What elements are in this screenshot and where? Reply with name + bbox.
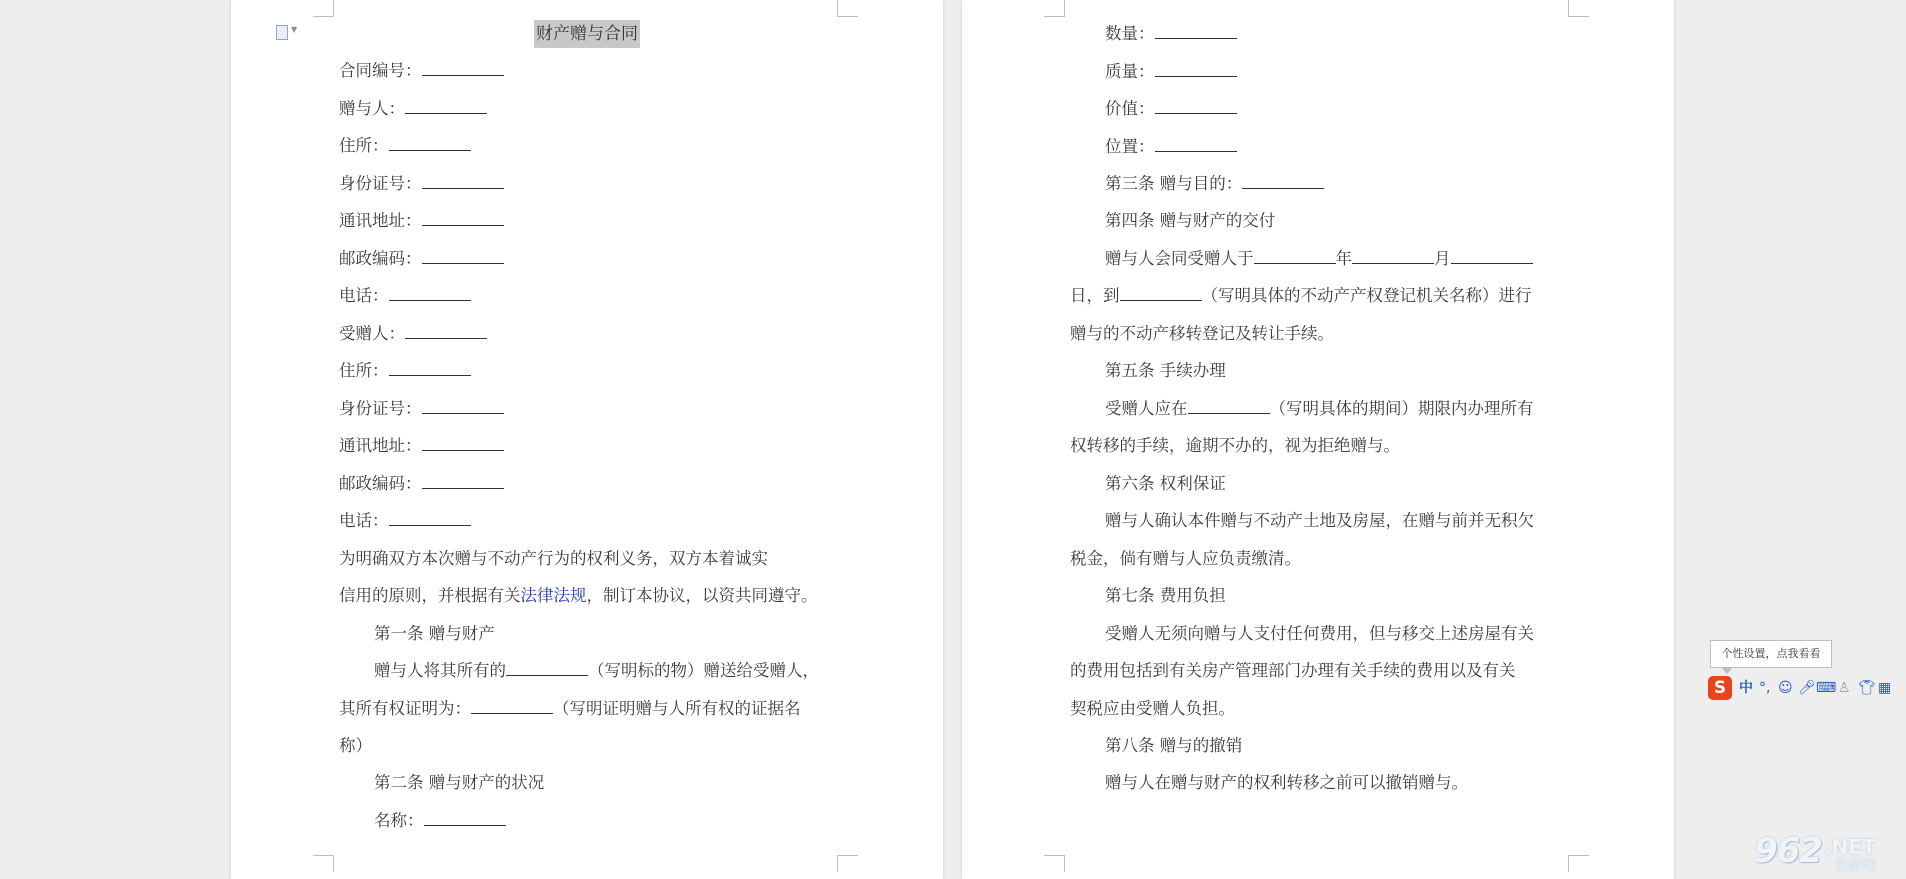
blank-field[interactable] bbox=[1242, 174, 1324, 189]
blank-field[interactable] bbox=[1155, 24, 1237, 39]
blank-field[interactable] bbox=[1155, 99, 1237, 114]
ime-mode-toggle[interactable]: 中 bbox=[1739, 680, 1753, 696]
field-line[interactable]: 名称： bbox=[374, 810, 506, 832]
blank-field[interactable] bbox=[1254, 249, 1336, 264]
blank-field[interactable] bbox=[405, 324, 487, 339]
article-text[interactable]: 赠与人在赠与财产的权利转移之前可以撤销赠与。 bbox=[1105, 773, 1468, 792]
field-label: 受赠人： bbox=[339, 323, 405, 343]
article-text[interactable]: 赠与的不动产移转登记及转让手续。 bbox=[1070, 324, 1334, 343]
blank-field[interactable] bbox=[422, 211, 504, 226]
field-label: 身份证号： bbox=[339, 398, 422, 418]
blank-field[interactable] bbox=[422, 474, 504, 489]
crop-mark bbox=[1568, 855, 1589, 872]
blank-field[interactable] bbox=[422, 174, 504, 189]
article-text[interactable]: 的费用包括到有关房产管理部门办理有关手续的费用以及有关 bbox=[1070, 661, 1516, 680]
field-line[interactable] bbox=[339, 135, 471, 157]
sogou-logo-icon[interactable]: S bbox=[1708, 676, 1732, 700]
field-line[interactable] bbox=[339, 398, 504, 420]
crop-mark bbox=[1044, 855, 1065, 872]
field-line[interactable] bbox=[339, 510, 471, 532]
preamble-line[interactable]: 为明确双方本次赠与不动产行为的权利义务，双方本着诚实 bbox=[339, 549, 768, 568]
blank-field[interactable] bbox=[1155, 137, 1237, 152]
blank-field[interactable] bbox=[471, 699, 553, 714]
user-icon[interactable]: ♙ bbox=[1838, 680, 1851, 696]
blank-field[interactable] bbox=[506, 661, 588, 676]
ime-tooltip: 个性设置，点我看看 bbox=[1710, 640, 1832, 668]
field-label: 价值： bbox=[1105, 99, 1155, 118]
field-line[interactable] bbox=[339, 210, 504, 232]
keyboard-icon[interactable]: ⌨ bbox=[1816, 680, 1837, 696]
blank-field[interactable] bbox=[422, 61, 504, 76]
article-heading[interactable]: 第四条 赠与财产的交付 bbox=[1105, 211, 1276, 230]
ime-punctuation-toggle[interactable]: °, bbox=[1759, 680, 1771, 696]
crop-mark bbox=[837, 855, 858, 872]
crop-mark bbox=[313, 0, 334, 17]
crop-mark bbox=[837, 0, 858, 17]
field-line[interactable] bbox=[1105, 136, 1237, 158]
crop-mark bbox=[313, 855, 334, 872]
preamble-line[interactable]: 信用的原则，并根据有关法律法规，制订本协议，以资共同遵守。 bbox=[339, 586, 818, 605]
article-text[interactable]: 称） bbox=[339, 736, 372, 755]
field-line[interactable] bbox=[339, 248, 504, 270]
article-text[interactable]: 受赠人应在 （写明具体的期间）期限内办理所有 bbox=[1105, 399, 1534, 418]
law-link[interactable]: 法律法规 bbox=[520, 586, 587, 605]
watermark-logo bbox=[1754, 831, 1894, 873]
article-text[interactable]: 赠与人将其所有的 （写明标的物）赠送给受赠人， bbox=[374, 661, 819, 680]
field-label: 身份证号： bbox=[339, 173, 422, 193]
field-line[interactable] bbox=[339, 60, 504, 82]
ime-toolbar[interactable] bbox=[1708, 676, 1906, 700]
field-line[interactable] bbox=[1105, 61, 1237, 83]
document-page-right[interactable] bbox=[962, 0, 1674, 879]
article-text[interactable]: 受赠人无须向赠与人支付任何费用，但与移交上述房屋有关 bbox=[1105, 624, 1534, 643]
field-label: 住所： bbox=[339, 361, 389, 380]
crop-mark bbox=[1568, 0, 1589, 17]
emoji-icon[interactable]: ☺ bbox=[1778, 680, 1793, 696]
field-label: 邮政编码： bbox=[339, 473, 422, 493]
microphone-icon[interactable]: 🎤︎ bbox=[1798, 680, 1816, 696]
blank-field[interactable] bbox=[389, 286, 471, 301]
field-label: 质量： bbox=[1105, 61, 1155, 81]
watermark-suffix: .NET bbox=[1824, 835, 1876, 859]
blank-field[interactable] bbox=[422, 249, 504, 264]
field-label: 通讯地址： bbox=[339, 211, 422, 230]
field-line[interactable] bbox=[339, 435, 504, 457]
article-heading[interactable]: 第五条 手续办理 bbox=[1105, 361, 1226, 380]
article-text[interactable]: 日，到 （写明具体的不动产产权登记机关名称）进行 bbox=[1070, 286, 1532, 305]
field-line[interactable] bbox=[339, 360, 471, 382]
blank-field[interactable] bbox=[1352, 249, 1434, 264]
document-page-left[interactable] bbox=[231, 0, 943, 879]
article-heading[interactable]: 第八条 赠与的撤销 bbox=[1105, 736, 1243, 755]
field-line[interactable] bbox=[339, 173, 504, 195]
field-line[interactable] bbox=[339, 323, 487, 345]
blank-field[interactable] bbox=[389, 136, 471, 151]
blank-field[interactable] bbox=[424, 811, 506, 826]
field-label: 合同编号： bbox=[339, 61, 422, 80]
blank-field[interactable] bbox=[1188, 399, 1270, 414]
field-line[interactable] bbox=[339, 473, 504, 495]
paragraph-style-icon[interactable]: ▼ bbox=[276, 25, 302, 39]
field-label: 电话： bbox=[339, 511, 389, 530]
blank-field[interactable] bbox=[422, 436, 504, 451]
article-heading[interactable]: 第一条 赠与财产 bbox=[374, 624, 495, 643]
blank-field[interactable] bbox=[1451, 249, 1533, 264]
toolbox-grid-icon[interactable]: ▦ bbox=[1878, 680, 1892, 696]
skin-shirt-icon[interactable]: 👕︎ bbox=[1858, 680, 1876, 696]
watermark-number: 962 bbox=[1754, 831, 1822, 871]
field-line[interactable] bbox=[1105, 98, 1237, 120]
article-text[interactable]: 税金，倘有赠与人应负责缴清。 bbox=[1070, 549, 1301, 568]
article-text[interactable]: 赠与人会同受赠人于 年 月 bbox=[1105, 248, 1533, 270]
article-text[interactable]: 赠与人确认本件赠与不动产土地及房屋，在赠与前并无积欠 bbox=[1105, 511, 1534, 530]
blank-field[interactable] bbox=[1120, 286, 1202, 301]
field-label: 位置： bbox=[1105, 136, 1155, 156]
field-label: 通讯地址： bbox=[339, 436, 422, 455]
document-title[interactable]: 财产赠与合同 bbox=[534, 20, 640, 48]
blank-field[interactable] bbox=[405, 99, 487, 114]
field-line[interactable] bbox=[1105, 23, 1237, 45]
article-text[interactable]: 契税应由受赠人负担。 bbox=[1070, 699, 1235, 718]
field-label: 电话： bbox=[339, 286, 389, 305]
article-heading[interactable]: 第三条 赠与目的： bbox=[1105, 173, 1324, 195]
field-line[interactable] bbox=[339, 285, 471, 307]
article-text[interactable]: 其所有权证明为： （写明证明赠与人所有权的证据名 bbox=[339, 699, 801, 718]
article-heading[interactable]: 第二条 赠与财产的状况 bbox=[374, 773, 545, 792]
field-line[interactable] bbox=[339, 98, 487, 120]
field-label: 住所： bbox=[339, 136, 389, 155]
blank-field[interactable] bbox=[1155, 62, 1237, 77]
field-label: 赠与人： bbox=[339, 98, 405, 118]
article-text[interactable]: 权转移的手续，逾期不办的，视为拒绝赠与。 bbox=[1070, 436, 1400, 455]
blank-field[interactable] bbox=[422, 399, 504, 414]
watermark-cn: 乐游网 bbox=[1834, 858, 1876, 874]
field-label: 邮政编码： bbox=[339, 248, 422, 268]
article-heading[interactable]: 第六条 权利保证 bbox=[1105, 474, 1226, 493]
field-label: 数量： bbox=[1105, 24, 1155, 43]
crop-mark bbox=[1044, 0, 1065, 17]
blank-field[interactable] bbox=[389, 511, 471, 526]
article-heading[interactable]: 第七条 费用负担 bbox=[1105, 586, 1226, 605]
blank-field[interactable] bbox=[389, 361, 471, 376]
